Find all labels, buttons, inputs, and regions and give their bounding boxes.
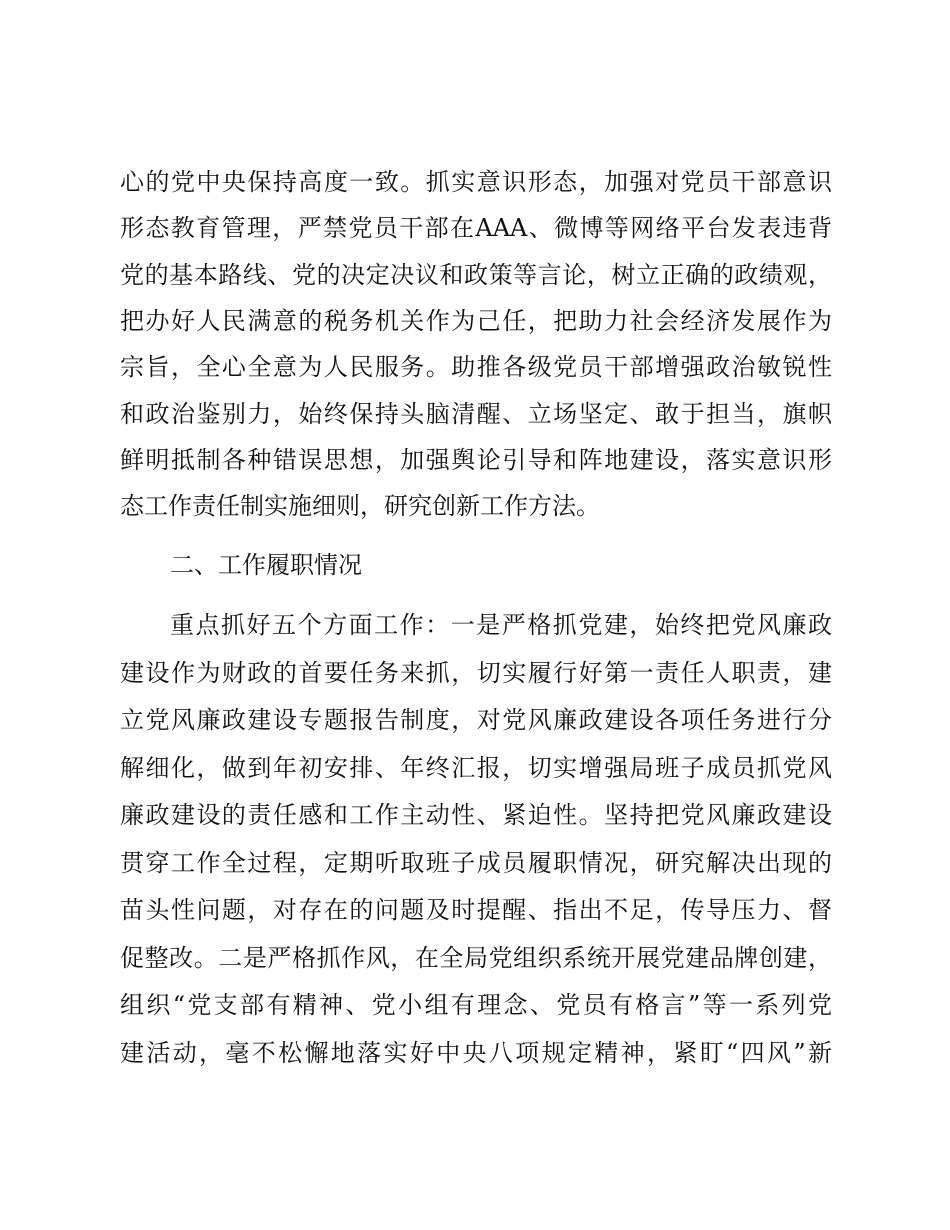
text-line: 建设作为财政的首要任务来抓，切实履行好第一责任人职责，建 xyxy=(120,658,832,687)
text-line: 心的党中央保持高度一致。抓实意识形态，加强对党员干部意识 xyxy=(120,168,832,196)
text-line: 建活动，毫不松懈地落实好中央八项规定精神，紧盯“四风”新 xyxy=(120,1038,832,1067)
text-line: 廉政建设的责任感和工作主动性、紧迫性。坚持把党风廉政建设 xyxy=(120,801,832,829)
section-heading: 二、工作履职情况 xyxy=(170,551,362,579)
text-line: 把办好人民满意的税务机关作为己任，把助力社会经济发展作为 xyxy=(120,306,832,335)
text-line: 态工作责任制实施细则，研究创新工作方法。 xyxy=(120,492,600,521)
text-line: 立党风廉政建设专题报告制度，对党风廉政建设各项任务进行分 xyxy=(120,706,832,734)
text-line: 重点抓好五个方面工作：一是严格抓党建，始终把党风廉政 xyxy=(170,611,832,639)
text-line: 和政治鉴别力，始终保持头脑清醒、立场坚定、敢于担当，旗帜 xyxy=(120,399,832,428)
text-line: 解细化，做到年初安排、年终汇报，切实增强局班子成员抓党风 xyxy=(120,753,832,782)
text-line: 形态教育管理，严禁党员干部在AAA、微博等网络平台发表违背 xyxy=(120,214,832,243)
text-line: 党的基本路线、党的决定决议和政策等言论，树立正确的政绩观， xyxy=(120,260,832,289)
text-line: 苗头性问题，对存在的问题及时提醒、指出不足，传导压力、督 xyxy=(120,896,832,924)
text-line: 贯穿工作全过程，定期听取班子成员履职情况，研究解决出现的 xyxy=(120,848,832,877)
text-line: 组织“党支部有精神、党小组有理念、党员有格言”等一系列党 xyxy=(120,991,832,1019)
text-line: 宗旨，全心全意为人民服务。助推各级党员干部增强政治敏锐性 xyxy=(120,353,832,382)
text-line: 鲜明抵制各种错误思想，加强舆论引导和阵地建设，落实意识形 xyxy=(120,445,832,474)
text-line: 促整改。二是严格抓作风，在全局党组织系统开展党建品牌创建， xyxy=(120,943,832,972)
